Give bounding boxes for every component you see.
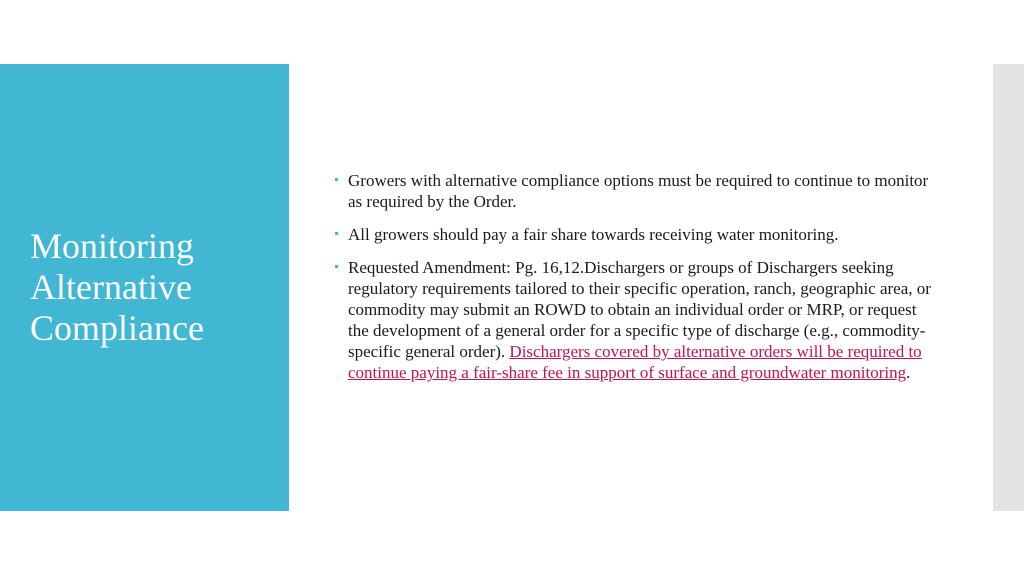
bullet-item-monitoring [332,170,932,212]
title-line-1: Monitoring [30,226,195,266]
bullet-text: Growers with alternative compliance options must be required to continue to monitor as required by the Order. [348,171,929,211]
slide-title [30,226,280,349]
right-side-bar [993,64,1024,511]
bullet-trailing-text: . [906,363,911,382]
bullet-text: All growers should pay a fair share towards receiving water monitoring. [348,225,839,244]
amendment-highlight-link[interactable]: Dischargers covered by alternative orders will be required to continue paying a fair-share fee in support of surface and groundwater monitoring [348,342,922,382]
title-line-2: Alternative [30,267,192,307]
bullet-item-requested-amendment [332,257,932,383]
title-line-3: Compliance [30,308,204,348]
square-bullet-icon [335,178,338,181]
square-bullet-icon [335,265,338,268]
bullet-text: Requested Amendment: Pg. 16,12.Dischargers or groups of Dischargers seeking regulatory requirements tailored to their specific operation, ranch, geographic area, or commodity may submit an ROWD to obtain an individual order or MRP, or request the development of a general order for a specific type of discharge (e.g., commodity-specific general order). [348,258,931,361]
square-bullet-icon [335,232,338,235]
bullet-list [332,170,932,395]
bullet-item-fair-share [332,224,932,245]
